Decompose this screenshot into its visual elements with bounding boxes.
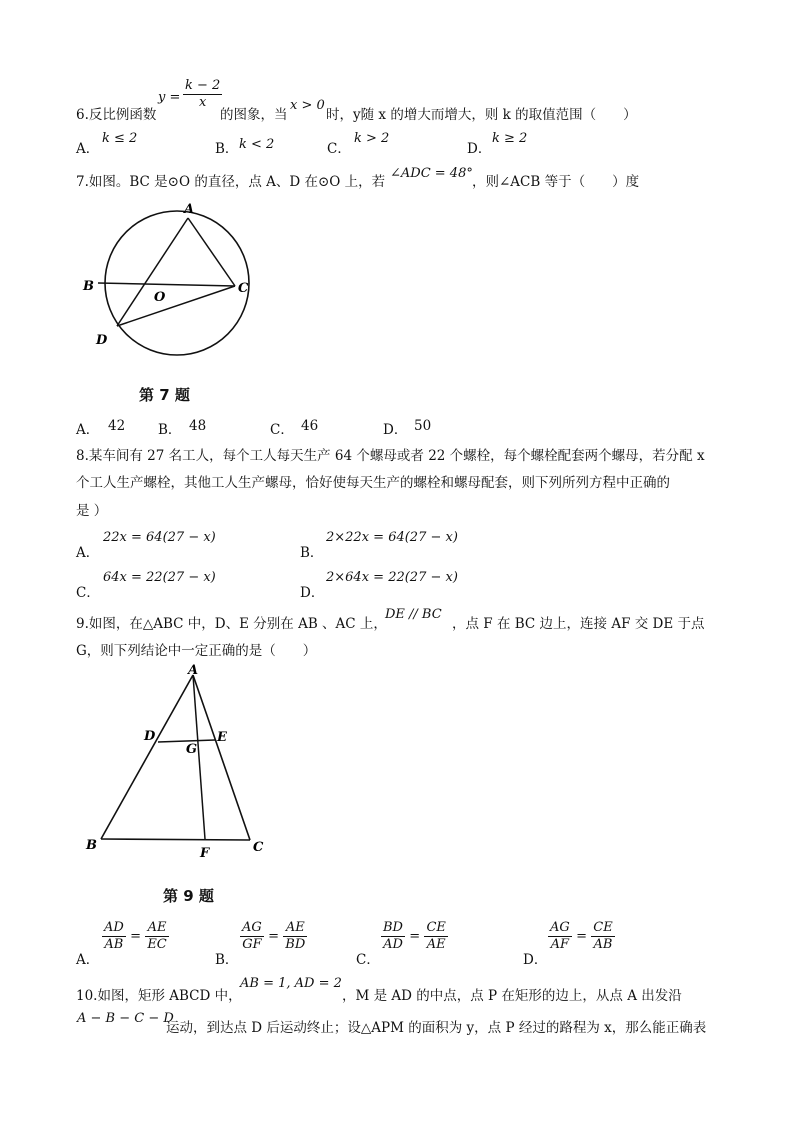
q10-path: A − B − C − D: [77, 1011, 174, 1026]
q7-suffix: ，则∠ACB 等于（ ）度: [472, 174, 640, 190]
q8-option-b: 2×22x = 64(27 − x): [326, 530, 458, 545]
q6-option-a: k ≤ 2: [102, 131, 138, 146]
q9-label-g: G: [186, 742, 198, 757]
q9-triangle-diagram: [82, 662, 272, 862]
q8-option-c-label: C．: [76, 585, 100, 601]
q9-label-e: E: [217, 730, 227, 745]
q6-frac-den: x: [198, 95, 207, 110]
q9-prefix: 9.如图，在△ABC 中，D、E 分别在 AB 、AC 上，: [76, 616, 387, 632]
q7-option-b-label: B．: [158, 422, 182, 438]
q9-line-2: G，则下列结论中一定正确的是（ ）: [76, 643, 317, 659]
q6-suffix: 时，y随 x 的增大而增大，则 k 的取值范围（ ）: [326, 107, 637, 123]
q8-line-3: 是 ）: [76, 503, 108, 519]
q7-option-d: 50: [414, 418, 432, 434]
q9-option-c: $\frac{BD}{AD}$ = $\frac{CE}{AE}$: [383, 920, 446, 952]
q9-suffix: ，点 F 在 BC 边上，连接 AF 交 DE 于点: [452, 616, 705, 632]
q10-line-2: 运动，到达点 D 后运动终止；设△APM 的面积为 y，点 P 经过的路程为 x，那么能正确表: [166, 1020, 707, 1036]
q8-option-d-label: D．: [300, 585, 325, 601]
q9-option-d: $\frac{AG}{AF}$ = $\frac{CE}{AB}$: [550, 920, 613, 952]
q7-label-o: O: [154, 290, 166, 305]
q7-caption: 第 7 题: [139, 386, 190, 404]
q9-label-a: A: [188, 663, 199, 678]
q7-option-c-label: C．: [270, 422, 294, 438]
q7-circle-diagram: [80, 195, 260, 360]
q6-option-c-label: C．: [327, 141, 351, 157]
q6-option-d-label: D．: [467, 141, 492, 157]
q8-line-1: 8.某车间有 27 名工人，每个工人每天生产 64 个螺母或者 22 个螺栓，每个螺栓配套两个螺母，若分配 x: [76, 448, 705, 464]
q7-option-a-label: A．: [76, 422, 100, 438]
q7-label-c: C: [238, 281, 249, 296]
q10-cond: AB = 1, AD = 2: [240, 976, 342, 991]
q6-eq-lhs: y =: [158, 90, 181, 105]
q10-prefix: 10.如图，矩形 ABCD 中，: [76, 988, 242, 1004]
q9-option-b-label: B．: [215, 952, 239, 968]
q6-option-b-label: B．: [215, 141, 239, 157]
q7-option-a: 42: [108, 418, 126, 434]
q9-label-d: D: [144, 729, 156, 744]
q6-option-c: k > 2: [354, 131, 390, 146]
q9-option-c-label: C．: [356, 952, 380, 968]
q7-label-b: B: [83, 279, 94, 294]
q6-mid: 的图象，当: [220, 107, 288, 123]
q6-option-a-label: A．: [76, 141, 100, 157]
q9-parallel: DE // BC: [385, 607, 442, 622]
q10-suffix: ，M 是 AD 的中点，点 P 在矩形的边上，从点 A 出发沿: [342, 988, 682, 1004]
q6-option-b: k < 2: [239, 137, 275, 152]
q6-option-d: k ≥ 2: [492, 131, 528, 146]
q7-label-a: A: [184, 202, 195, 217]
q7-option-d-label: D．: [383, 422, 408, 438]
q9-option-b: $\frac{AG}{GF}$ = $\frac{AE}{BD}$: [242, 920, 306, 952]
q7-angle: ∠ADC = 48°: [390, 166, 473, 181]
q6-cond: x > 0: [290, 98, 325, 113]
q6-frac-num: k − 2: [185, 78, 221, 93]
q7-prefix: 7.如图。BC 是⊙O 的直径，点 A、D 在⊙O 上，若: [76, 174, 386, 190]
q7-option-c: 46: [301, 418, 319, 434]
q7-option-b: 48: [189, 418, 207, 434]
q8-option-d: 2×64x = 22(27 − x): [326, 570, 458, 585]
q8-option-a: 22x = 64(27 − x): [103, 530, 216, 545]
q8-option-b-label: B．: [300, 545, 324, 561]
q9-option-a: $\frac{AD}{AB}$ = $\frac{AE}{EC}$: [104, 920, 167, 952]
q8-line-2: 个工人生产螺栓，其他工人生产螺母，恰好使每天生产的螺栓和螺母配套，则下列所列方程中正确的: [76, 475, 670, 491]
q9-option-d-label: D．: [523, 952, 548, 968]
q9-caption: 第 9 题: [163, 887, 214, 905]
q6-prefix: 6.反比例函数: [76, 107, 157, 123]
q9-label-b: B: [86, 838, 97, 853]
q9-label-f: F: [200, 846, 210, 861]
q9-option-a-label: A．: [76, 952, 100, 968]
q8-option-a-label: A．: [76, 545, 100, 561]
q8-option-c: 64x = 22(27 − x): [103, 570, 216, 585]
q7-label-d: D: [96, 333, 108, 348]
q9-label-c: C: [253, 840, 264, 855]
q6-fraction: [183, 78, 222, 111]
